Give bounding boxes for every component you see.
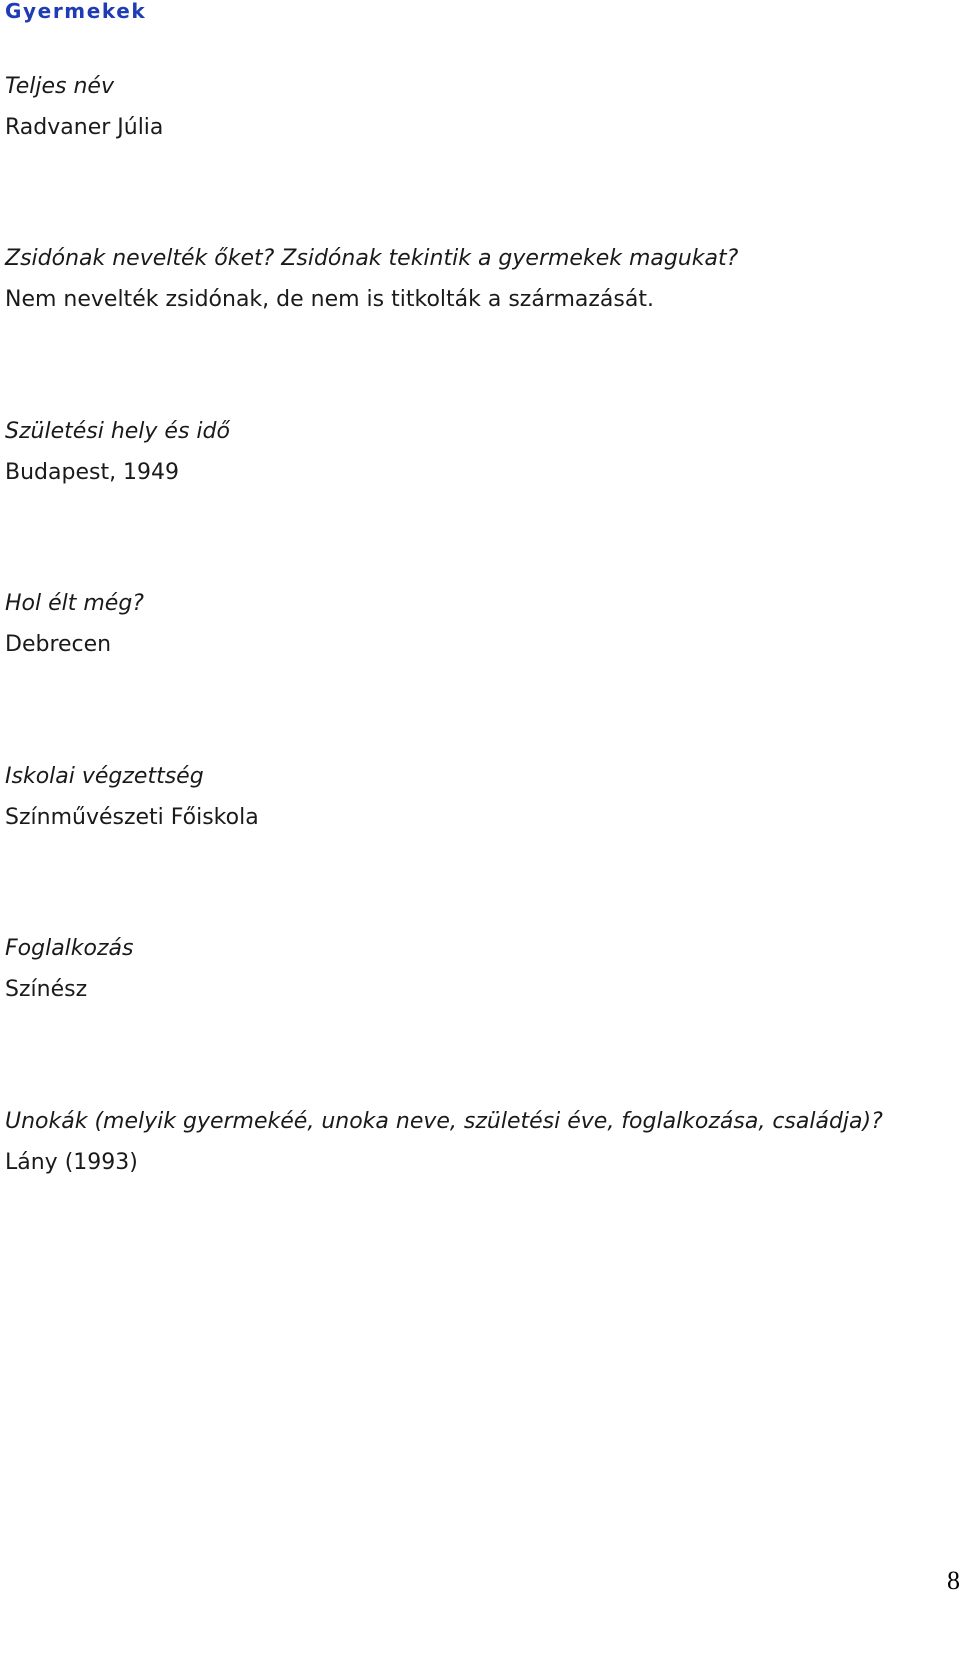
answer-value: Debrecen [5, 632, 112, 657]
question-label: Foglalkozás [5, 936, 134, 961]
entry-full-name [5, 66, 945, 148]
entry-other-residence [5, 583, 945, 665]
answer-value: Színész [5, 977, 88, 1002]
question-label: Unokák (melyik gyermekéé, unoka neve, születési éve, foglalkozása, családja)? [5, 1109, 883, 1134]
entry-jewish-upbringing [5, 238, 945, 320]
answer-value: Színművészeti Főiskola [5, 805, 259, 830]
answer-value: Lány (1993) [5, 1150, 138, 1175]
entry-birth-place-date [5, 411, 945, 493]
question-label: Iskolai végzettség [5, 764, 204, 789]
page-number: 8 [947, 1566, 960, 1595]
answer-value: Budapest, 1949 [5, 460, 180, 485]
question-label: Zsidónak nevelték őket? Zsidónak tekintik a gyermekek magukat? [5, 246, 739, 271]
answer-value: Radvaner Júlia [5, 115, 164, 140]
entry-occupation [5, 928, 945, 1010]
answer-value: Nem nevelték zsidónak, de nem is titkolták a származását. [5, 287, 654, 312]
question-label: Hol élt még? [5, 591, 144, 616]
question-label: Teljes név [5, 74, 114, 99]
section-title: Gyermekek [5, 0, 147, 23]
question-label: Születési hely és idő [5, 419, 230, 444]
entry-grandchildren [5, 1101, 945, 1183]
entry-education [5, 756, 945, 838]
